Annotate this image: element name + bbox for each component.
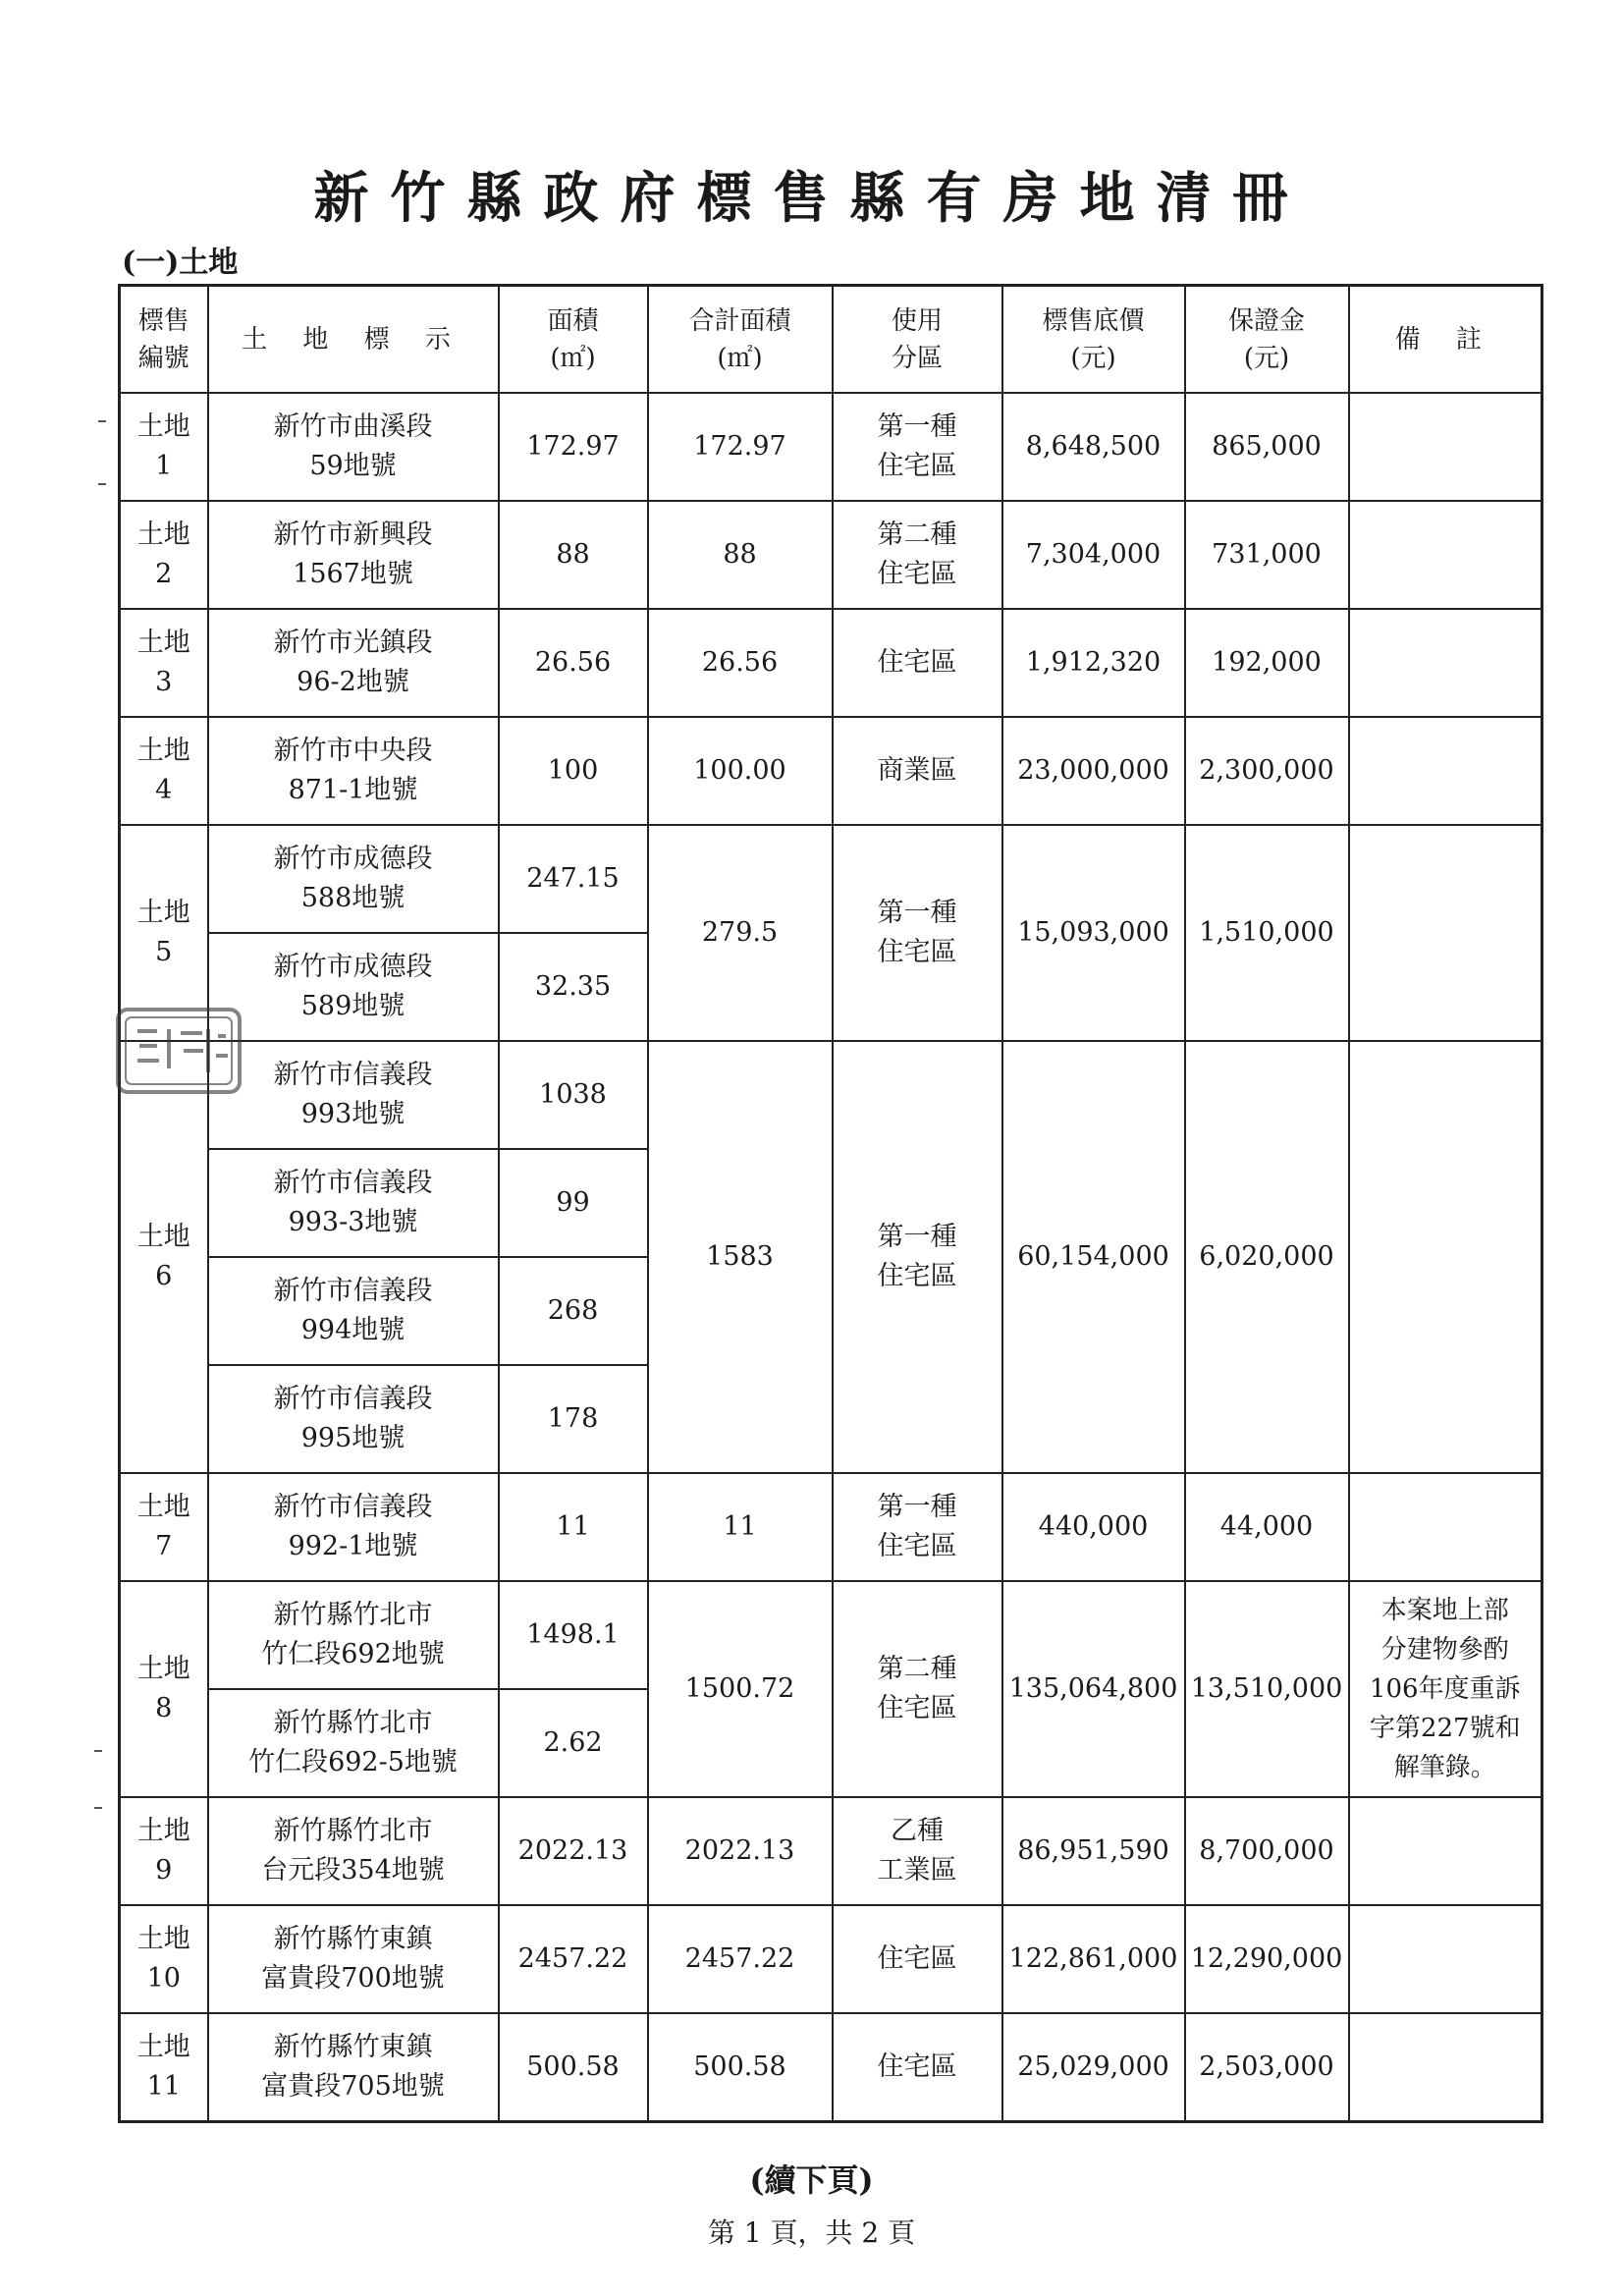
deposit: 44,000 (1185, 1473, 1349, 1581)
deposit: 865,000 (1185, 393, 1349, 501)
deposit: 13,510,000 (1185, 1581, 1349, 1797)
land-description: 新竹縣竹東鎮 富貴段705地號 (208, 2013, 499, 2122)
land-description: 新竹市信義段 992-1地號 (208, 1473, 499, 1581)
reserve-price: 60,154,000 (1002, 1041, 1185, 1473)
parcel-area: 172.97 (499, 393, 648, 501)
scan-mark (98, 420, 106, 422)
land-description: 新竹市信義段 994地號 (208, 1257, 499, 1365)
table-row (120, 501, 1542, 609)
section-heading: (一)土地 (122, 246, 239, 280)
remark: 本案地上部 分建物參酌 106年度重訴 字第227號和 解筆錄。 (1349, 1581, 1542, 1797)
lot-number: 土地 8 (120, 1581, 208, 1797)
scan-mark (94, 1750, 102, 1752)
table-row (120, 1581, 1542, 1689)
land-description: 新竹市曲溪段 59地號 (208, 393, 499, 501)
remark (1349, 825, 1542, 1041)
table-row (120, 393, 1542, 501)
parcel-area: 11 (499, 1473, 648, 1581)
header-total-area: 合計面積 (㎡) (648, 286, 833, 394)
zoning: 乙種 工業區 (833, 1797, 1002, 1905)
reserve-price: 25,029,000 (1002, 2013, 1185, 2122)
reserve-price: 86,951,590 (1002, 1797, 1185, 1905)
deposit: 1,510,000 (1185, 825, 1349, 1041)
lot-number: 土地 6 (120, 1041, 208, 1473)
table-row (120, 2013, 1542, 2122)
total-area: 172.97 (648, 393, 833, 501)
parcel-area: 2457.22 (499, 1905, 648, 2013)
parcel-area: 2.62 (499, 1689, 648, 1797)
header-zone: 使用 分區 (833, 286, 1002, 394)
lot-number: 土地 9 (120, 1797, 208, 1905)
reserve-price: 8,648,500 (1002, 393, 1185, 501)
header-no: 標售 編號 (120, 286, 208, 394)
table-row (120, 825, 1542, 933)
parcel-area: 1038 (499, 1041, 648, 1149)
parcel-area: 178 (499, 1365, 648, 1473)
total-area: 2457.22 (648, 1905, 833, 2013)
total-area: 26.56 (648, 609, 833, 717)
zoning: 住宅區 (833, 1905, 1002, 2013)
land-description: 新竹市新興段 1567地號 (208, 501, 499, 609)
reserve-price: 7,304,000 (1002, 501, 1185, 609)
zoning: 第一種 住宅區 (833, 825, 1002, 1041)
parcel-area: 500.58 (499, 2013, 648, 2122)
header-deposit: 保證金 (元) (1185, 286, 1349, 394)
scan-mark (94, 1807, 102, 1809)
land-description: 新竹市信義段 993-3地號 (208, 1149, 499, 1257)
header-remark: 備 註 (1349, 286, 1542, 394)
land-description: 新竹市信義段 993地號 (208, 1041, 499, 1149)
seal-stamp (110, 1002, 247, 1100)
deposit: 2,503,000 (1185, 2013, 1349, 2122)
land-description: 新竹縣竹北市 竹仁段692-5地號 (208, 1689, 499, 1797)
land-description: 新竹市成德段 589地號 (208, 933, 499, 1041)
parcel-area: 26.56 (499, 609, 648, 717)
continued-note: (續下頁) (749, 2161, 874, 2199)
lot-number: 土地 2 (120, 501, 208, 609)
total-area: 500.58 (648, 2013, 833, 2122)
deposit: 192,000 (1185, 609, 1349, 717)
remark (1349, 1041, 1542, 1473)
land-description: 新竹市中央段 871-1地號 (208, 717, 499, 825)
page-number: 第 1 頁，共 2 頁 (707, 2216, 916, 2249)
reserve-price: 15,093,000 (1002, 825, 1185, 1041)
zoning: 第二種 住宅區 (833, 1581, 1002, 1797)
lot-number: 土地 7 (120, 1473, 208, 1581)
deposit: 731,000 (1185, 501, 1349, 609)
land-description: 新竹縣竹北市 台元段354地號 (208, 1797, 499, 1905)
zoning: 第一種 住宅區 (833, 1473, 1002, 1581)
lot-number: 土地 11 (120, 2013, 208, 2122)
header-land: 土 地 標 示 (208, 286, 499, 394)
deposit: 8,700,000 (1185, 1797, 1349, 1905)
lot-number: 土地 1 (120, 393, 208, 501)
total-area: 88 (648, 501, 833, 609)
reserve-price: 135,064,800 (1002, 1581, 1185, 1797)
table-row (120, 1905, 1542, 2013)
remark (1349, 1797, 1542, 1905)
land-description: 新竹市信義段 995地號 (208, 1365, 499, 1473)
parcel-area: 268 (499, 1257, 648, 1365)
remark (1349, 2013, 1542, 2122)
lot-number: 土地 3 (120, 609, 208, 717)
land-description: 新竹市成德段 588地號 (208, 825, 499, 933)
table-row (120, 1473, 1542, 1581)
table-row (120, 1797, 1542, 1905)
parcel-area: 100 (499, 717, 648, 825)
zoning: 住宅區 (833, 609, 1002, 717)
document-title: 新竹縣政府標售縣有房地清冊 (313, 166, 1310, 231)
zoning: 第一種 住宅區 (833, 1041, 1002, 1473)
remark (1349, 717, 1542, 825)
table-row (120, 1041, 1542, 1149)
parcel-area: 247.15 (499, 825, 648, 933)
zoning: 商業區 (833, 717, 1002, 825)
scan-mark (98, 483, 106, 485)
deposit: 12,290,000 (1185, 1905, 1349, 2013)
header-area: 面積 (㎡) (499, 286, 648, 394)
table-header-row (120, 286, 1542, 394)
land-description: 新竹縣竹東鎮 富貴段700地號 (208, 1905, 499, 2013)
total-area: 279.5 (648, 825, 833, 1041)
total-area: 2022.13 (648, 1797, 833, 1905)
zoning: 第二種 住宅區 (833, 501, 1002, 609)
deposit: 6,020,000 (1185, 1041, 1349, 1473)
table-row (120, 609, 1542, 717)
remark (1349, 1905, 1542, 2013)
remark (1349, 609, 1542, 717)
remark (1349, 501, 1542, 609)
total-area: 100.00 (648, 717, 833, 825)
reserve-price: 1,912,320 (1002, 609, 1185, 717)
zoning: 住宅區 (833, 2013, 1002, 2122)
remark (1349, 393, 1542, 501)
remark (1349, 1473, 1542, 1581)
land-description: 新竹市光鎮段 96-2地號 (208, 609, 499, 717)
reserve-price: 440,000 (1002, 1473, 1185, 1581)
header-price: 標售底價 (元) (1002, 286, 1185, 394)
parcel-area: 1498.1 (499, 1581, 648, 1689)
parcel-area: 88 (499, 501, 648, 609)
deposit: 2,300,000 (1185, 717, 1349, 825)
lot-number: 土地 10 (120, 1905, 208, 2013)
parcel-area: 99 (499, 1149, 648, 1257)
reserve-price: 122,861,000 (1002, 1905, 1185, 2013)
reserve-price: 23,000,000 (1002, 717, 1185, 825)
lot-number: 土地 4 (120, 717, 208, 825)
lot-number: 土地 5 (120, 825, 208, 1041)
total-area: 1500.72 (648, 1581, 833, 1797)
parcel-area: 32.35 (499, 933, 648, 1041)
total-area: 1583 (648, 1041, 833, 1473)
total-area: 11 (648, 1473, 833, 1581)
land-description: 新竹縣竹北市 竹仁段692地號 (208, 1581, 499, 1689)
land-list-table (118, 284, 1543, 2123)
zoning: 第一種 住宅區 (833, 393, 1002, 501)
table-row (120, 717, 1542, 825)
parcel-area: 2022.13 (499, 1797, 648, 1905)
